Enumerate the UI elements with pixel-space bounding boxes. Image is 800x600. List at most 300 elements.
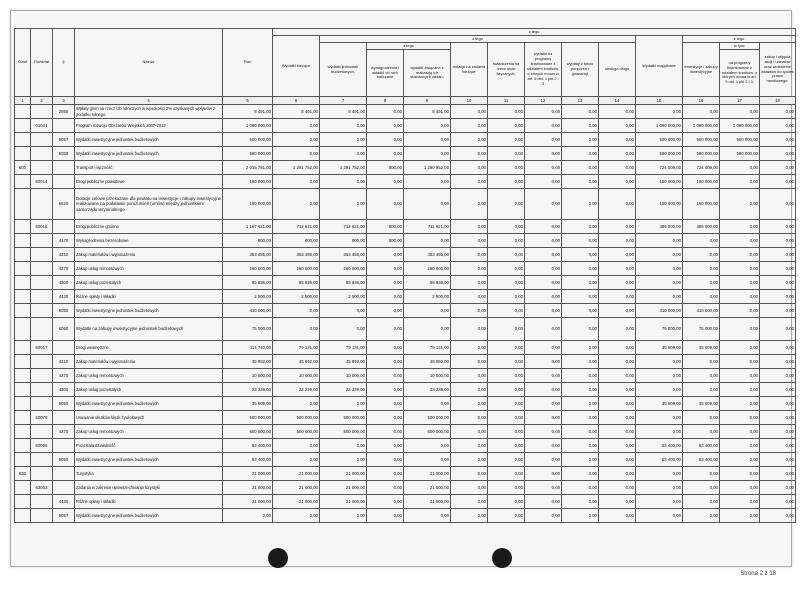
cell-amount: 0,00 (562, 481, 599, 495)
cell-amount: 0,00 (760, 133, 796, 147)
cell-amount: 0,00 (636, 248, 683, 262)
cell-amount: 10 000,00 (273, 369, 320, 383)
cell-amount: 0,00 (367, 411, 404, 425)
cell-amount: 0,00 (599, 133, 636, 147)
cell-amount: 260 000,00 (273, 262, 320, 276)
cell-amount: 0,00 (451, 248, 488, 262)
cell-amount: 8 491,00 (273, 105, 320, 119)
cell-dzial: 630 (15, 467, 31, 481)
cell-amount: 0,00 (367, 290, 404, 304)
cell-amount: 0,00 (562, 147, 599, 161)
cell-amount: 0,00 (562, 220, 599, 234)
cell-dzial (15, 355, 31, 369)
cell-amount: 0,00 (599, 509, 636, 523)
cell-amount: 0,00 (599, 220, 636, 234)
cell-amount: 0,00 (451, 304, 488, 318)
cell-nazwa: Zakup usług pozostałych (75, 276, 223, 290)
cell-amount: 45 892,00 (320, 355, 367, 369)
cell-rozdzial: 60016 (31, 220, 53, 234)
cell-paragraf (53, 220, 75, 234)
cell-amount: 35 609,00 (683, 341, 720, 355)
header-z-tego-jednostek: z tego (367, 43, 451, 50)
cell-rozdzial (31, 105, 53, 119)
cell-amount: 0,00 (760, 290, 796, 304)
cell-amount: 45 892,00 (404, 355, 451, 369)
cell-amount: 0,00 (599, 481, 636, 495)
cell-amount: 0,00 (320, 509, 367, 523)
cell-amount: 0,00 (720, 383, 760, 397)
cell-amount: 0,00 (488, 119, 525, 133)
cell-paragraf: 4170 (53, 234, 75, 248)
cell-amount: 0,00 (636, 276, 683, 290)
cell-amount: 0,00 (562, 318, 599, 341)
header-z-tego: z tego (273, 29, 796, 36)
table-row (15, 276, 796, 290)
column-index-cell: 1 (15, 97, 31, 105)
cell-amount: 0,00 (367, 318, 404, 341)
cell-amount: 500 000,00 (404, 425, 451, 439)
cell-rozdzial: 60014 (31, 175, 53, 189)
cell-amount: 0,00 (683, 234, 720, 248)
cell-amount: 0,00 (525, 161, 562, 175)
cell-amount: 0,00 (451, 397, 488, 411)
cell-amount: 0,00 (636, 425, 683, 439)
cell-amount: 8 491,00 (404, 105, 451, 119)
cell-rozdzial: 60017 (31, 341, 53, 355)
cell-amount: 260 000,00 (223, 262, 273, 276)
table-header (15, 29, 796, 105)
cell-amount: 0,00 (525, 147, 562, 161)
cell-amount: 0,00 (636, 355, 683, 369)
cell-amount: 0,00 (636, 290, 683, 304)
cell-amount: 1 090 000,00 (636, 119, 683, 133)
cell-amount: 590 000,00 (683, 147, 720, 161)
cell-amount: 0,00 (451, 369, 488, 383)
cell-amount: 0,00 (599, 369, 636, 383)
cell-rozdzial (31, 304, 53, 318)
table-row (15, 133, 796, 147)
cell-amount: 0,00 (760, 411, 796, 425)
cell-amount: 0,00 (367, 467, 404, 481)
cell-amount: 0,00 (404, 509, 451, 523)
cell-rozdzial (31, 355, 53, 369)
table-row (15, 189, 796, 220)
cell-amount: 500 000,00 (273, 411, 320, 425)
budget-table (14, 28, 796, 523)
cell-amount: 0,00 (683, 425, 720, 439)
cell-amount: 0,00 (525, 439, 562, 453)
cell-amount: 0,00 (273, 304, 320, 318)
cell-amount: 0,00 (488, 304, 525, 318)
cell-amount: 0,00 (525, 467, 562, 481)
cell-amount: 0,00 (760, 467, 796, 481)
cell-amount: 0,00 (760, 175, 796, 189)
cell-amount: 21 000,00 (223, 481, 273, 495)
cell-amount: 0,00 (525, 495, 562, 509)
cell-amount: 0,00 (636, 411, 683, 425)
cell-amount: 10 000,00 (320, 369, 367, 383)
table-row (15, 495, 796, 509)
cell-amount: 0,00 (562, 439, 599, 453)
column-index-cell: 18 (760, 97, 796, 105)
cell-dzial (15, 383, 31, 397)
cell-paragraf: 4210 (53, 248, 75, 262)
cell-amount: 0,00 (720, 262, 760, 276)
cell-amount: 800,00 (320, 234, 367, 248)
cell-amount: 0,00 (636, 467, 683, 481)
cell-amount: 0,00 (525, 383, 562, 397)
cell-amount: 0,00 (488, 481, 525, 495)
cell-amount: 0,00 (367, 189, 404, 220)
cell-amount: 0,00 (320, 304, 367, 318)
cell-amount: 0,00 (488, 133, 525, 147)
cell-amount: 0,00 (367, 369, 404, 383)
cell-amount: 0,00 (720, 175, 760, 189)
cell-amount: 0,00 (720, 509, 760, 523)
cell-amount: 0,00 (636, 369, 683, 383)
cell-dzial (15, 453, 31, 467)
table-row (15, 355, 796, 369)
cell-amount: 0,00 (273, 439, 320, 453)
cell-amount: 0,00 (525, 234, 562, 248)
cell-amount: 0,00 (273, 175, 320, 189)
cell-nazwa: Drogi publiczne powiatowe (75, 175, 223, 189)
cell-rozdzial (31, 509, 53, 523)
cell-paragraf: 4270 (53, 262, 75, 276)
header-obsluga-dlugu: obsługa długu (599, 43, 636, 97)
cell-dzial (15, 341, 31, 355)
cell-amount: 0,00 (451, 161, 488, 175)
cell-amount: 0,00 (720, 318, 760, 341)
cell-amount: 500 000,00 (273, 425, 320, 439)
cell-amount: 0,00 (488, 189, 525, 220)
cell-paragraf: 6050 (53, 304, 75, 318)
table-row (15, 105, 796, 119)
cell-amount: 590 000,00 (636, 147, 683, 161)
cell-amount: 0,00 (562, 175, 599, 189)
cell-paragraf: 6620 (53, 189, 75, 220)
cell-amount: 0,00 (599, 276, 636, 290)
cell-amount: 590 000,00 (720, 147, 760, 161)
cell-dzial (15, 276, 31, 290)
cell-amount: 0,00 (636, 509, 683, 523)
cell-amount: 0,00 (720, 234, 760, 248)
cell-amount: 0,00 (320, 133, 367, 147)
cell-amount: 0,00 (760, 453, 796, 467)
cell-amount: 0,00 (367, 304, 404, 318)
column-index-cell: 12 (525, 97, 562, 105)
cell-amount: 0,00 (367, 276, 404, 290)
cell-amount: 0,00 (760, 439, 796, 453)
cell-amount: 0,00 (367, 481, 404, 495)
cell-amount: 0,00 (451, 509, 488, 523)
cell-amount: 10 000,00 (404, 369, 451, 383)
header-wynagrodzenia: wynagrodzenia i składki od nich naliczane (367, 50, 404, 97)
table-row (15, 341, 796, 355)
cell-amount: 0,00 (367, 453, 404, 467)
cell-amount: 150 000,00 (636, 175, 683, 189)
cell-amount: 0,00 (451, 318, 488, 341)
cell-amount: 0,00 (367, 105, 404, 119)
cell-amount: 0,00 (599, 318, 636, 341)
cell-amount: 0,00 (488, 290, 525, 304)
cell-amount: 0,00 (488, 439, 525, 453)
cell-amount: 0,00 (367, 248, 404, 262)
cell-amount: 260 000,00 (404, 262, 451, 276)
header-wydatki-majatkowe: Wydatki majątkowe (636, 36, 683, 97)
cell-paragraf (53, 467, 75, 481)
cell-amount: 0,00 (562, 276, 599, 290)
table-row (15, 147, 796, 161)
cell-amount: 0,00 (525, 262, 562, 276)
cell-amount: 0,00 (562, 304, 599, 318)
cell-amount: 0,00 (404, 439, 451, 453)
cell-amount: 23 239,00 (273, 383, 320, 397)
cell-amount: 500 000,00 (223, 411, 273, 425)
cell-amount: 0,00 (525, 133, 562, 147)
cell-amount: 0,00 (320, 119, 367, 133)
cell-nazwa: Zakup usług pozostałych (75, 383, 223, 397)
table-row (15, 248, 796, 262)
cell-amount: 260 000,00 (320, 262, 367, 276)
cell-amount: 0,00 (760, 161, 796, 175)
cell-amount: 0,00 (599, 439, 636, 453)
cell-amount: 0,00 (683, 105, 720, 119)
cell-dzial (15, 495, 31, 509)
cell-amount: 0,00 (720, 467, 760, 481)
cell-amount: 0,00 (683, 262, 720, 276)
cell-nazwa: Transport i łączność (75, 161, 223, 175)
cell-rozdzial (31, 290, 53, 304)
cell-amount: 21 000,00 (320, 495, 367, 509)
cell-amount: 0,00 (223, 509, 273, 523)
cell-amount: 0,00 (760, 495, 796, 509)
cell-rozdzial (31, 318, 53, 341)
cell-amount: 0,00 (367, 133, 404, 147)
cell-amount: 0,00 (683, 248, 720, 262)
cell-dzial (15, 248, 31, 262)
cell-amount: 0,00 (367, 119, 404, 133)
cell-amount: 0,00 (525, 355, 562, 369)
cell-amount: 0,00 (683, 355, 720, 369)
cell-amount: 0,00 (525, 481, 562, 495)
cell-amount: 0,00 (720, 189, 760, 220)
cell-dzial (15, 290, 31, 304)
cell-amount: 0,00 (525, 220, 562, 234)
cell-amount: 0,00 (599, 248, 636, 262)
cell-amount: 0,00 (683, 509, 720, 523)
cell-amount: 0,00 (525, 304, 562, 318)
cell-nazwa: Wydatki inwestycyjne jednostek budżetowych (75, 509, 223, 523)
cell-amount: 0,00 (367, 147, 404, 161)
table-row (15, 290, 796, 304)
page-number: Strona 2 z 18 (740, 571, 776, 577)
cell-nazwa: Zakup materiałów i wyposażenia (75, 355, 223, 369)
cell-amount: 353 485,00 (320, 248, 367, 262)
cell-amount: 0,00 (488, 467, 525, 481)
cell-paragraf: 6059 (53, 147, 75, 161)
cell-amount: 21 000,00 (404, 481, 451, 495)
cell-amount: 0,00 (367, 495, 404, 509)
cell-amount: 53 400,00 (683, 439, 720, 453)
header-programy-ue-majatkowe: na programy finansowane z udziałem środków, o których mowa w art. 5 ust. 1 pkt 2 i 3, (720, 50, 760, 97)
cell-nazwa: Zakup materiałów i wyposażenia (75, 248, 223, 262)
cell-paragraf: 4270 (53, 425, 75, 439)
cell-amount: 0,00 (451, 341, 488, 355)
cell-amount: 75 000,00 (636, 318, 683, 341)
cell-amount: 0,00 (488, 495, 525, 509)
cell-paragraf (53, 175, 75, 189)
cell-amount: 0,00 (488, 105, 525, 119)
cell-amount: 1 090 000,00 (223, 119, 273, 133)
cell-amount: 0,00 (760, 318, 796, 341)
cell-amount: 114 740,00 (223, 341, 273, 355)
cell-rozdzial: 60078 (31, 411, 53, 425)
column-index-cell: 8 (367, 97, 404, 105)
cell-amount: 0,00 (562, 133, 599, 147)
cell-amount: 21 000,00 (273, 481, 320, 495)
cell-amount: 53 400,00 (636, 439, 683, 453)
cell-paragraf: 4210 (53, 355, 75, 369)
cell-paragraf: 4430 (53, 290, 75, 304)
punch-hole-left (268, 548, 288, 568)
cell-amount: 1 291 752,00 (320, 161, 367, 175)
cell-amount: 0,00 (636, 495, 683, 509)
cell-amount: 0,00 (367, 355, 404, 369)
cell-amount: 0,00 (451, 119, 488, 133)
cell-amount: 0,00 (404, 453, 451, 467)
header-rozdzial: Rozdział (31, 29, 53, 97)
column-index-cell: 16 (683, 97, 720, 105)
cell-rozdzial (31, 133, 53, 147)
cell-amount: 0,00 (525, 318, 562, 341)
cell-amount: 150 000,00 (683, 189, 720, 220)
cell-nazwa: Wydatki na zakupy inwestycyjne jednostek budżetowych (75, 318, 223, 341)
cell-amount: 0,00 (760, 220, 796, 234)
cell-nazwa: Zakup usług remontowych (75, 262, 223, 276)
cell-amount: 0,00 (760, 304, 796, 318)
cell-amount: 0,00 (273, 453, 320, 467)
cell-rozdzial (31, 383, 53, 397)
header-dzial: Dział (15, 29, 31, 97)
cell-amount: 0,00 (599, 262, 636, 276)
header-inwestycje: inwestycje i zakupy inwestycyjne (683, 43, 720, 97)
cell-amount: 0,00 (320, 453, 367, 467)
header-poreczenia: wypłaty z tytułu poręczeń i gwarancji (562, 43, 599, 97)
cell-amount: 0,00 (562, 509, 599, 523)
cell-amount: 0,00 (760, 234, 796, 248)
header-zadania-statutowe: wydatki związane z realizacją ich statutowych zadań; (404, 50, 451, 97)
cell-amount: 0,00 (367, 262, 404, 276)
cell-paragraf: 4270 (53, 369, 75, 383)
cell-nazwa: Zakup usług remontowych (75, 425, 223, 439)
cell-amount: 0,00 (636, 105, 683, 119)
header-z-tego-majatkowe: z tego (683, 36, 796, 43)
cell-amount: 0,00 (451, 411, 488, 425)
cell-amount: 21 000,00 (320, 467, 367, 481)
table-body (15, 105, 796, 523)
table-row (15, 161, 796, 175)
cell-amount: 35 609,00 (683, 397, 720, 411)
table-row (15, 383, 796, 397)
cell-amount: 712 621,00 (273, 220, 320, 234)
cell-dzial (15, 119, 31, 133)
cell-amount: 0,00 (599, 304, 636, 318)
cell-amount: 75 000,00 (223, 318, 273, 341)
cell-amount: 0,00 (599, 383, 636, 397)
cell-amount: 0,00 (720, 425, 760, 439)
cell-nazwa: Wydatki inwestycyjne jednostek budżetowych (75, 453, 223, 467)
cell-amount: 0,00 (720, 397, 760, 411)
cell-paragraf (53, 411, 75, 425)
cell-amount: 2 500,00 (404, 290, 451, 304)
cell-amount: 0,00 (488, 355, 525, 369)
cell-amount: 53 400,00 (683, 453, 720, 467)
cell-amount: 45 892,00 (273, 355, 320, 369)
table-row (15, 318, 796, 341)
cell-dzial (15, 147, 31, 161)
table-row (15, 262, 796, 276)
cell-amount: 0,00 (320, 318, 367, 341)
cell-amount: 0,00 (525, 290, 562, 304)
table-row (15, 439, 796, 453)
cell-amount: 0,00 (562, 248, 599, 262)
cell-amount: 0,00 (760, 262, 796, 276)
cell-rozdzial (31, 467, 53, 481)
cell-amount: 0,00 (562, 262, 599, 276)
table-row (15, 119, 796, 133)
header-nazwa: Nazwa (75, 29, 223, 97)
cell-amount: 0,00 (525, 248, 562, 262)
cell-amount: 79 131,00 (273, 341, 320, 355)
cell-amount: 1 090 000,00 (683, 119, 720, 133)
cell-amount: 150 000,00 (223, 189, 273, 220)
cell-amount: 485 000,00 (636, 220, 683, 234)
cell-amount: 0,00 (404, 175, 451, 189)
cell-amount: 0,00 (760, 248, 796, 262)
cell-amount: 0,00 (562, 453, 599, 467)
cell-amount: 0,00 (720, 495, 760, 509)
cell-amount: 0,00 (760, 425, 796, 439)
cell-amount: 0,00 (451, 383, 488, 397)
cell-amount: 21 000,00 (273, 467, 320, 481)
cell-amount: 800,00 (223, 234, 273, 248)
cell-amount: 0,00 (760, 509, 796, 523)
cell-paragraf: 6057 (53, 509, 75, 523)
cell-amount: 0,00 (760, 276, 796, 290)
column-index-cell: 2 (31, 97, 53, 105)
cell-amount: 0,00 (720, 341, 760, 355)
cell-amount: 0,00 (599, 175, 636, 189)
cell-amount: 0,00 (273, 147, 320, 161)
cell-amount: 1 291 752,00 (273, 161, 320, 175)
cell-paragraf (53, 341, 75, 355)
cell-amount: 0,00 (451, 262, 488, 276)
cell-amount: 0,00 (562, 383, 599, 397)
cell-amount: 0,00 (525, 369, 562, 383)
cell-amount: 0,00 (720, 290, 760, 304)
cell-rozdzial (31, 453, 53, 467)
cell-dzial (15, 234, 31, 248)
cell-amount: 0,00 (451, 133, 488, 147)
cell-amount: 500 000,00 (720, 133, 760, 147)
cell-amount: 21 000,00 (223, 467, 273, 481)
cell-dzial (15, 318, 31, 341)
cell-amount: 353 485,00 (223, 248, 273, 262)
cell-rozdzial (31, 369, 53, 383)
cell-amount: 10 000,00 (223, 369, 273, 383)
cell-amount: 0,00 (599, 119, 636, 133)
